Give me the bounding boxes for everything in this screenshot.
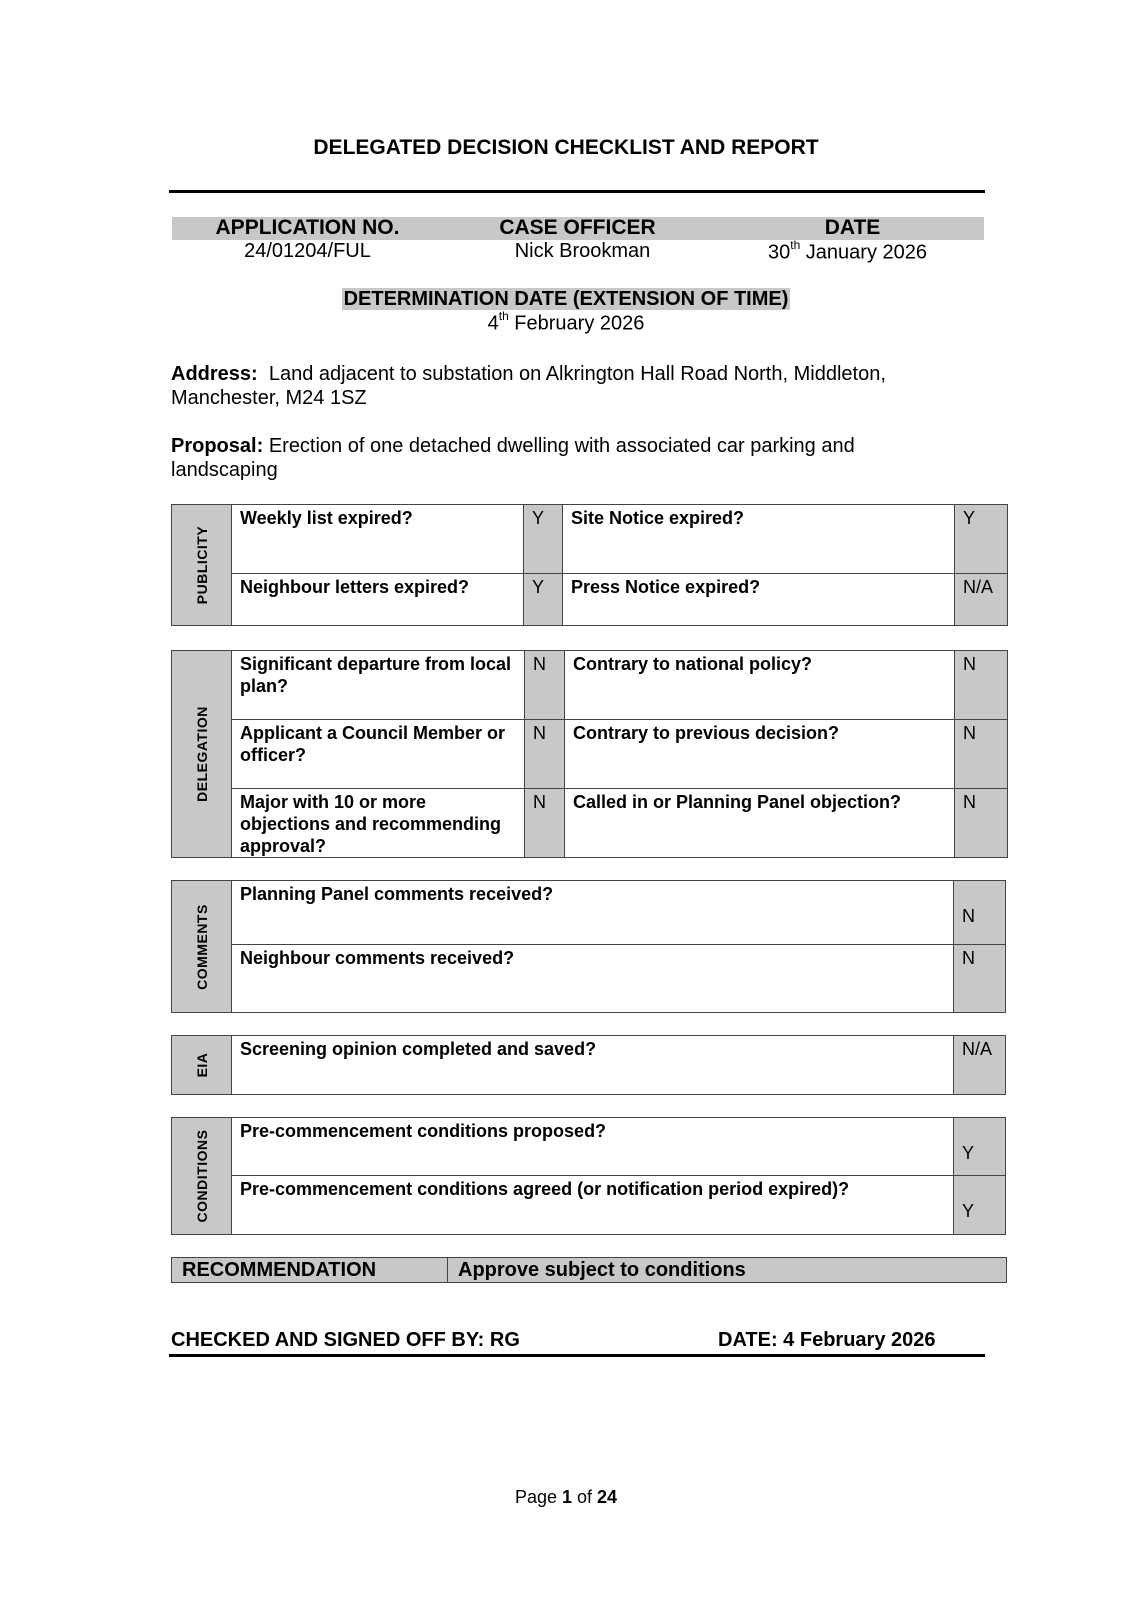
date-value: 30th January 2026 [767,238,928,264]
check-question: Contrary to previous decision? [565,720,955,789]
check-answer: N [525,789,565,858]
signoff-divider [169,1354,985,1357]
proposal [171,434,951,482]
case-officer-label: CASE OFFICER [499,216,656,239]
proposal-label: Proposal: [171,435,264,457]
check-answer: N [954,881,1006,945]
proposal-text: Erection of one detached dwelling with associated car parking and landscaping [171,435,855,481]
check-question: Contrary to national policy? [565,651,955,720]
check-question: Applicant a Council Member or officer? [232,720,525,789]
check-answer: Y [955,505,1008,574]
address-text: Land adjacent to substation on Alkrington Hall Road North, Middleton, Manchester, M24 1SZ [171,363,886,409]
check-answer: N/A [955,574,1008,626]
case-officer-value: Nick Brookman [514,240,651,262]
comments-heading: COMMENTS [172,881,232,1013]
determination-date-label: DETERMINATION DATE (EXTENSION OF TIME) [343,288,789,310]
check-answer: N [954,945,1006,1013]
check-question: Significant departure from local plan? [232,651,525,720]
application-no-value: 24/01204/FUL [244,240,371,262]
title-divider [169,190,985,193]
conditions-heading: CONDITIONS [172,1118,232,1235]
check-question: Called in or Planning Panel objection? [565,789,955,858]
check-question: Pre-commencement conditions proposed? [232,1118,954,1176]
check-question: Planning Panel comments received? [232,881,954,945]
delegation-table [171,650,1008,858]
check-question: Pre-commencement conditions agreed (or notification period expired)? [232,1176,954,1235]
date-label: DATE [824,216,881,239]
determination-date-value: 4th February 2026 [487,309,645,335]
address-label: Address: [171,363,258,385]
recommendation-box [171,1257,1007,1283]
comments-table [171,880,1006,1013]
check-answer: N/A [954,1036,1006,1095]
publicity-heading: PUBLICITY [172,505,232,626]
application-no-label: APPLICATION NO. [215,216,400,239]
check-question: Site Notice expired? [563,505,955,574]
check-answer: Y [954,1118,1006,1176]
publicity-table [171,504,1008,626]
check-answer: Y [524,574,563,626]
signoff-date: DATE: 4 February 2026 [718,1329,936,1351]
address [171,362,951,410]
check-question: Press Notice expired? [563,574,955,626]
check-answer: N [955,789,1008,858]
check-question: Weekly list expired? [232,505,524,574]
delegation-heading: DELEGATION [172,651,232,858]
check-question: Neighbour comments received? [232,945,954,1013]
conditions-table [171,1117,1006,1235]
document-title: DELEGATED DECISION CHECKLIST AND REPORT [313,136,819,159]
check-answer: N [955,651,1008,720]
check-question: Neighbour letters expired? [232,574,524,626]
check-answer: Y [524,505,563,574]
check-answer: N [525,651,565,720]
signed-off-by: CHECKED AND SIGNED OFF BY: RG [171,1329,520,1351]
check-question: Screening opinion completed and saved? [232,1036,954,1095]
recommendation-label: RECOMMENDATION [172,1258,448,1282]
check-answer: N [955,720,1008,789]
page-number: Page 1 of 24 [514,1487,618,1507]
check-answer: Y [954,1176,1006,1235]
check-answer: N [525,720,565,789]
eia-heading: EIA [172,1036,232,1095]
recommendation-value: Approve subject to conditions [458,1259,746,1281]
eia-table [171,1035,1006,1095]
check-question: Major with 10 or more objections and recommending approval? [232,789,525,858]
